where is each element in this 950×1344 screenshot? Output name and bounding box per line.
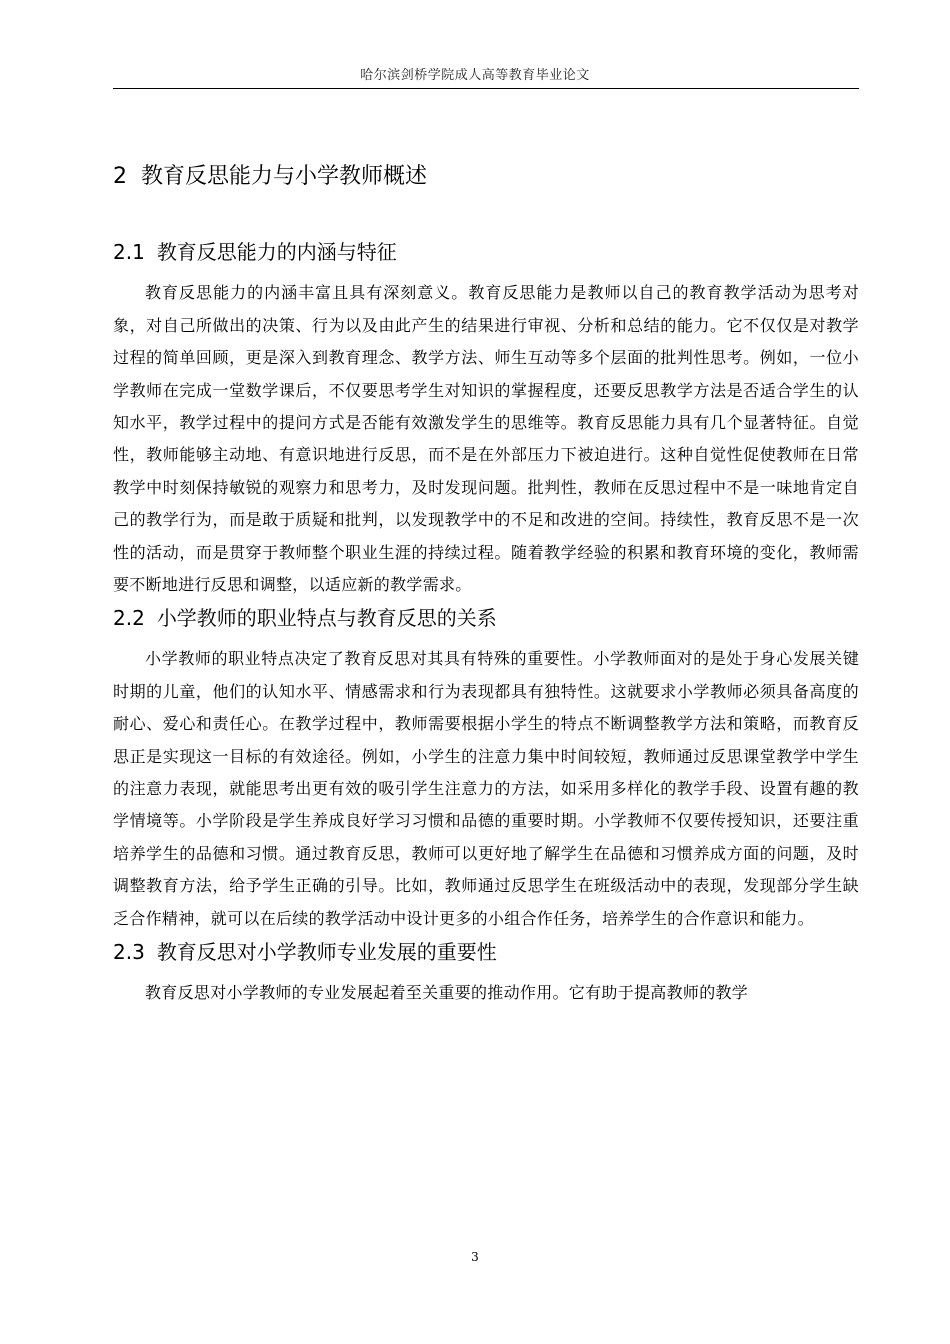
section-number: 2.1 xyxy=(113,240,145,265)
section-title: 教育反思对小学教师专业发展的重要性 xyxy=(156,940,497,965)
page-number: 3 xyxy=(471,1250,479,1264)
page-content xyxy=(113,150,859,1010)
chapter-heading xyxy=(113,164,859,190)
chapter-title: 教育反思能力与小学教师概述 xyxy=(141,164,428,189)
section-number: 2.2 xyxy=(113,606,145,631)
section-2-2-paragraph: 小学教师的职业特点决定了教育反思对其具有特殊的重要性。小学教师面对的是处于身心发展关键时期的儿童，他们的认知水平、情感需求和行为表现都具有独特性。这就要求小学教师必须具备高度的耐心、爱心和责任心。在教学过程中，教师需要根据小学生的特点不断调整教学方法和策略，而教育反思正是实现这一目标的有效途径。例如，小学生的注意力集中时间较短，教师通过反思课堂教学中学生的注意力表现，就能思考出更有效的吸引学生注意力的方法，如采用多样化的教学手段、设置有趣的教学情境等。小学阶段是学生养成良好学习习惯和品德的重要时期。小学教师不仅要传授知识，还要注重培养学生的品德和习惯。通过教育反思，教师可以更好地了解学生在品德和习惯养成方面的问题，及时调整教育方法，给予学生正确的引导。比如，教师通过反思学生在班级活动中的表现，发现部分学生缺乏合作精神，就可以在后续的教学活动中设计更多的小组合作任务，培养学生的合作意识和能力。 xyxy=(113,649,859,928)
header-rule xyxy=(113,88,859,89)
section-2-3-paragraph: 教育反思对小学教师的专业发展起着至关重要的推动作用。它有助于提高教师的教学 xyxy=(145,983,749,1003)
section-number: 2.3 xyxy=(113,940,145,965)
section-heading-2-2 xyxy=(113,606,859,630)
section-title: 教育反思能力的内涵与特征 xyxy=(156,240,397,265)
section-2-1-paragraph: 教育反思能力的内涵丰富且具有深刻意义。教育反思能力是教师以自己的教育教学活动为思考对象，对自己所做出的决策、行为以及由此产生的结果进行审视、分析和总结的能力。它不仅仅是对教学过程的简单回顾，更是深入到教育理念、教学方法、师生互动等多个层面的批判性思考。例如，一位小学教师在完成一堂数学课后，不仅要思考学生对知识的掌握程度，还要反思教学方法是否适合学生的认知水平，教学过程中的提问方式是否能有效激发学生的思维等。教育反思能力具有几个显著特征。自觉性，教师能够主动地、有意识地进行反思，而不是在外部压力下被迫进行。这种自觉性促使教师在日常教学中时刻保持敏锐的观察力和思考力，及时发现问题。批判性，教师在反思过程中不是一味地肯定自己的教学行为，而是敢于质疑和批判，以发现教学中的不足和改进的空间。持续性，教育反思不是一次性的活动，而是贯穿于教师整个职业生涯的持续过程。随着教学经验的积累和教育环境的变化，教师需要不断地进行反思和调整，以适应新的教学需求。 xyxy=(113,283,859,595)
section-heading-2-3 xyxy=(113,940,859,964)
running-header: 哈尔滨剑桥学院成人高等教育毕业论文 xyxy=(360,68,590,83)
chapter-number: 2 xyxy=(113,164,127,189)
section-heading-2-1 xyxy=(113,240,859,264)
section-title: 小学教师的职业特点与教育反思的关系 xyxy=(156,606,497,631)
